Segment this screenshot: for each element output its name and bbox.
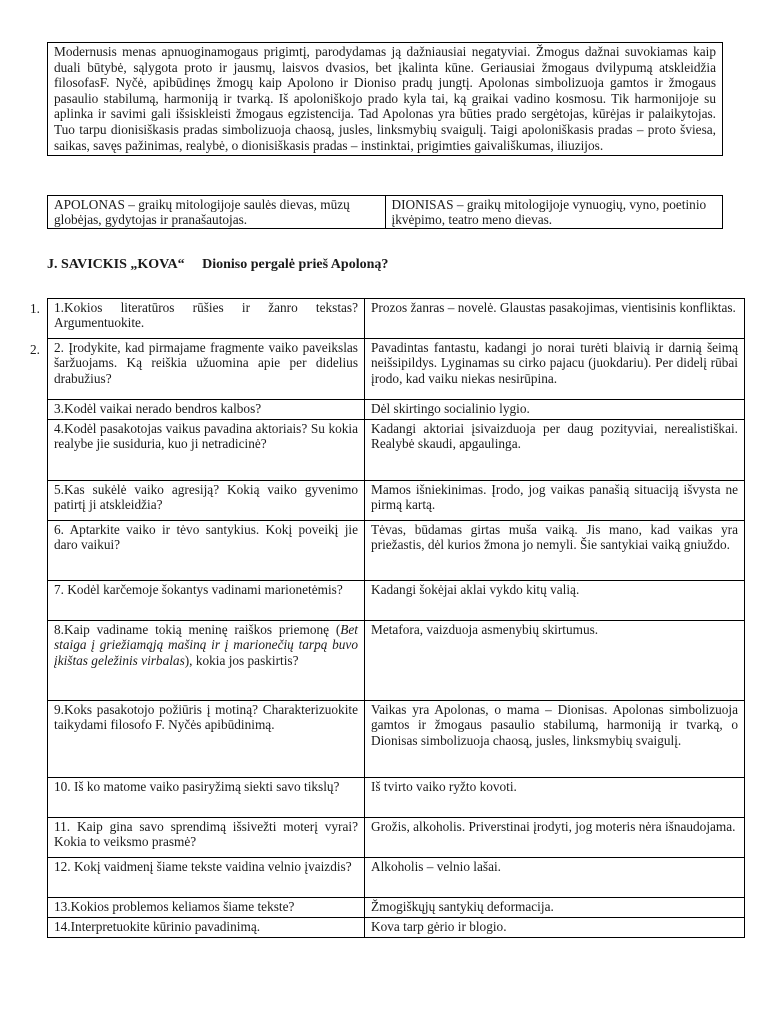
intro-paragraph: Modernusis menas apnuoginamogaus prigimtį, parodydamas ją dažniausiai negatyviai. Žmogus dažnai suvokiamas kaip duali būtybė, sąlygota proto ir jausmų, laisvos dvasios, bet įkalinta kūne. Geriausiai žmogaus dvilypumą atskleidžia filosofasF. Nyčė, apibūdinęs žmogų kaip Apolono ir Dioniso pradų jungtį. Apolonas simbolizuoja gamtos ir žmogaus pasaulio stabilumą, harmoniją ir tvarką. Iš apoloniškojo prado kyla tai, ką graikai vadino kosmosu. Tik harmonijoje su aplinka ir savimi gali išsiskleisti žmogaus egzistencija. Tad Apolonas yra būties prado sergėtojas, kūrėjas ir palaikytojas. Tuo tarpu dionisiškasis pradas simbolizuoja chaosą, jusles, linksmybių svaigulį. Taigi apoloniškasis pradas – proto šviesa, saikas, savęs pažinimas, realybė, o dionisiškasis pradas – instinktai, prigimties gaivališkumas, iliuzijos. [47,42,723,156]
table-row [48,339,745,400]
table-row [48,420,745,481]
answer-6: Tėvas, būdamas girtas muša vaiką. Jis mano, kad vaikas yra priežastis, dėl kurios žmona jo nemyli. Šie santykiai vaiką gniuždo. [365,521,745,581]
answer-13: Žmogiškųjų santykių deformacija. [365,898,745,918]
table-row [48,778,745,818]
question-12: 12. Kokį vaidmenį šiame tekste vaidina velnio įvaizdis? [48,858,365,898]
page-title: J. SAVICKIS „KOVA“ Dioniso pergalė prieš Apoloną? [47,257,389,272]
answer-12: Alkoholis – velnio lašai. [365,858,745,898]
question-2: 2. Įrodykite, kad pirmajame fragmente vaiko paveikslas šaržuojams. Ką reiškia užuomina apie per didelius drabužius? [48,339,365,400]
table-row [48,481,745,521]
answer-3: Dėl skirtingo socialinio lygio. [365,400,745,420]
question-8-text: 8.Kaip vadiname tokią meninę raiškos priemonę ( [54,622,341,637]
question-1: 1.Kokios literatūros rūšies ir žanro tekstas? Argumentuokite. [48,299,365,339]
question-5: 5.Kas sukėlė vaiko agresiją? Kokią vaiko gyvenimo patirtį ji atskleidžia? [48,481,365,521]
question-7: 7. Kodėl karčemoje šokantys vadinami marionetėmis? [48,581,365,621]
table-row [48,299,745,339]
question-4: 4.Kodėl pasakotojas vaikus pavadina aktoriais? Su kokia realybe jie susiduria, kuo ji netradicinė? [48,420,365,481]
answer-9: Vaikas yra Apolonas, o mama – Dionisas. Apolonas simbolizuoja gamtos ir žmogaus pasaulio stabilumą, harmoniją ir tvarką, o Dionisas simbolizuoja chaosą, jusles, linksmybių svaigulį. [365,701,745,778]
answer-10: Iš tvirto vaiko ryžto kovoti. [365,778,745,818]
question-8-quote: Bet staiga į griežiamąją mašiną ir į marionečių tarpą buvo įkištas geležinis virbalas [54,622,358,668]
answer-4: Kadangi aktoriai įsivaizduoja per daug pozityviai, nerealistiškai. Realybė skaudi, apgaulinga. [365,420,745,481]
answer-5: Mamos išniekinimas. Įrodo, jog vaikas panašią situaciją išvysta ne pirmą kartą. [365,481,745,521]
question-8 [48,621,365,701]
margin-number-1: 1. [30,301,40,316]
table-row [48,858,745,898]
table-row [48,898,745,918]
table-row [48,621,745,701]
question-9: 9.Koks pasakotojo požiūris į motiną? Charakterizuokite taikydami filosofo F. Nyčės apibūdinimą. [48,701,365,778]
table-row [48,818,745,858]
question-14: 14.Interpretuokite kūrinio pavadinimą. [48,918,365,938]
margin-number-2: 2. [30,342,40,357]
answer-8: Metafora, vaizduoja asmenybių skirtumus. [365,621,745,701]
definition-dionisas: DIONISAS – graikų mitologijoje vynuogių, vyno, poetinio įkvėpimo, teatro meno dievas. [385,196,723,229]
question-3: 3.Kodėl vaikai nerado bendros kalbos? [48,400,365,420]
question-6: 6. Aptarkite vaiko ir tėvo santykius. Kokį poveikį jie daro vaikui? [48,521,365,581]
question-11: 11. Kaip gina savo sprendimą išsivežti moterį vyrai? Kokia to veiksmo prasmė? [48,818,365,858]
answer-7: Kadangi šokėjai aklai vykdo kitų valią. [365,581,745,621]
table-row [48,918,745,938]
qa-table [47,298,745,938]
question-10: 10. Iš ko matome vaiko pasiryžimą siekti savo tikslų? [48,778,365,818]
definitions-table [47,195,723,229]
answer-2: Pavadintas fantastu, kadangi jo norai turėti blaivią ir darnią šeimą neišsipildys. Lyginamas su cirko pajacu (juokdariu). Per didelį rūbai įrodo, kad vaiku niekas nesirūpina. [365,339,745,400]
answer-11: Grožis, alkoholis. Priverstinai įrodyti, jog moteris nėra išnaudojama. [365,818,745,858]
table-row [48,701,745,778]
answer-1: Prozos žanras – novelė. Glaustas pasakojimas, vientisinis konfliktas. [365,299,745,339]
table-row [48,400,745,420]
question-8-text-end: ), kokia jos paskirtis? [184,652,299,668]
table-row [48,581,745,621]
question-13: 13.Kokios problemos keliamos šiame tekste? [48,898,365,918]
answer-14: Kova tarp gėrio ir blogio. [365,918,745,938]
definition-apolonas: APOLONAS – graikų mitologijoje saulės dievas, mūzų globėjas, gydytojas ir pranašautojas. [48,196,386,229]
table-row [48,521,745,581]
